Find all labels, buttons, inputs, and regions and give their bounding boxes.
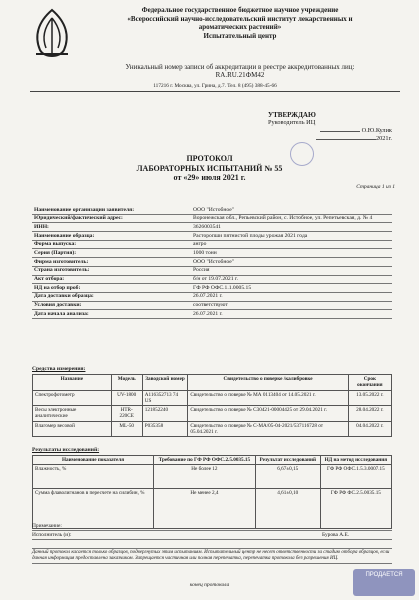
institute-header bbox=[80, 6, 400, 40]
info-key: Дата доставки образца: bbox=[32, 292, 191, 301]
info-value: ГФ РФ ОФС.1.1.0005.15 bbox=[191, 284, 392, 293]
equipment-row bbox=[33, 421, 392, 437]
equipment-header-cell: Свидетельство о поверке /калибровке bbox=[188, 375, 348, 391]
approval-title: УТВЕРЖДАЮ bbox=[268, 111, 316, 119]
info-row bbox=[32, 232, 392, 241]
info-value: 1000 тонн bbox=[191, 249, 392, 258]
equipment-cell: P035358 bbox=[142, 421, 188, 437]
equipment-cell: Свидетельство о поверке № МА 0113404 от 14.05.2021 г. bbox=[188, 390, 348, 406]
header-line-3: ароматических растений» bbox=[198, 23, 282, 31]
header-line-4: Испытательный центр bbox=[203, 31, 277, 40]
equipment-cell: Спектрофотометр bbox=[33, 390, 112, 406]
equipment-header-cell: Название bbox=[33, 375, 112, 391]
disclaimer-text: Данный протокол касается только образцов, подвергнутых этим испытаниям. Испытательный центр не несет ответственности за стадию отбора образцов, если данная информация предоставлена заказчиком. Запрещается частичная или полная перепечатка, перепечатка протокола без разрешения ИЦ. bbox=[32, 548, 392, 564]
info-key: Фирма изготовитель: bbox=[32, 258, 191, 267]
equipment-cell: 121852240 bbox=[142, 406, 188, 422]
header-line-1: Федеральное государственное бюджетное научное учреждение bbox=[141, 6, 339, 14]
info-value: Воронежская обл., Репьевский район, с. Истобное, ул. Репетьевская, д. № 4 bbox=[191, 214, 392, 223]
info-row bbox=[32, 214, 392, 223]
results-header-cell: Требование по ГФ РФ ОФС.2.5.0035.15 bbox=[153, 456, 255, 465]
info-value: ангро bbox=[191, 240, 392, 249]
info-row bbox=[32, 266, 392, 275]
equipment-cell: 04.04.2022 г. bbox=[348, 421, 391, 437]
results-cell: ГФ РФ ОФС.1.5.3.0007.15 bbox=[320, 465, 391, 489]
info-row bbox=[32, 240, 392, 249]
equipment-section-title: Средства измерения: bbox=[32, 366, 86, 372]
page-counter: Страница 1 из 1 bbox=[356, 184, 395, 190]
results-cell: 4,61±0,10 bbox=[255, 489, 320, 529]
end-of-protocol: конец протокола bbox=[189, 582, 230, 588]
equipment-table bbox=[32, 374, 392, 437]
info-key: НД на отбор проб: bbox=[32, 284, 191, 293]
notes-block bbox=[32, 522, 392, 540]
equipment-row bbox=[33, 390, 392, 406]
info-key: Условия доставки: bbox=[32, 301, 191, 310]
info-value: 26.07.2021 г. bbox=[191, 292, 392, 301]
info-row bbox=[32, 249, 392, 258]
info-value: 3626003541 bbox=[191, 223, 392, 232]
info-key: Страна изготовитель: bbox=[32, 266, 191, 275]
equipment-header-cell: Заводской номер bbox=[142, 375, 188, 391]
results-cell: 6,67±0,15 bbox=[255, 465, 320, 489]
results-cell: Сумма флаволигнанов в пересчете на силибин, % bbox=[33, 489, 154, 529]
results-row bbox=[33, 465, 392, 489]
info-row bbox=[32, 258, 392, 267]
accreditation-block bbox=[80, 63, 400, 79]
results-table bbox=[32, 455, 392, 529]
equipment-cell: Свидетельство о поверке № С-МА/05-04-2021/537116728 от 05.04.2021 г. bbox=[188, 421, 348, 437]
equipment-header-cell: Модель bbox=[111, 375, 142, 391]
header-line-2: «Всероссийский научно-исследовательский институт лекарственных и bbox=[127, 14, 353, 23]
approval-position: Руководитель ИЦ bbox=[268, 119, 316, 126]
info-row bbox=[32, 275, 392, 284]
date-line bbox=[316, 139, 376, 140]
watermark-badge: ПРОДАЕТСЯ bbox=[353, 569, 415, 596]
info-key: ИНН: bbox=[32, 223, 191, 232]
info-value: Россия bbox=[191, 266, 392, 275]
executor-name: Бурова А.Е. bbox=[322, 532, 350, 538]
info-value: Расторопши пятнистой плоды урожая 2021 года bbox=[191, 232, 392, 241]
equipment-row bbox=[33, 406, 392, 422]
equipment-cell: UV-1800 bbox=[111, 390, 142, 406]
info-row bbox=[32, 310, 392, 319]
info-key: Серия (Партия): bbox=[32, 249, 191, 258]
institute-address: 117216 г. Москва, ул. Грина, д.7. Тел. 8 (495) 388-45-66 bbox=[30, 83, 400, 92]
info-value: соответствуют bbox=[191, 301, 392, 310]
equipment-cell: 28.04.2022 г. bbox=[348, 406, 391, 422]
protocol-date: от «29» июля 2021 г. bbox=[173, 173, 246, 182]
results-cell: Влажность, % bbox=[33, 465, 154, 489]
signature-line bbox=[320, 131, 360, 132]
info-key: Дата начала анализа: bbox=[32, 310, 191, 319]
protocol-title-block bbox=[0, 154, 419, 183]
equipment-cell: HTR-220CE bbox=[111, 406, 142, 422]
info-value: ООО "Истобное" bbox=[191, 206, 392, 214]
info-value: б/н от 19.07.2021 г. bbox=[191, 275, 392, 284]
accreditation-number: RA.RU.21ФМ42 bbox=[215, 71, 265, 79]
sample-info-table bbox=[32, 206, 392, 319]
protocol-title: ПРОТОКОЛ bbox=[186, 154, 233, 163]
info-row bbox=[32, 206, 392, 214]
results-cell: ГФ РФ ФС.2.5.0035.15 bbox=[320, 489, 391, 529]
results-cell: Не менее 2,4 bbox=[153, 489, 255, 529]
institute-logo-icon bbox=[30, 8, 74, 60]
results-header-cell: Наименование показателя bbox=[33, 456, 154, 465]
info-key: Форма выпуска: bbox=[32, 240, 191, 249]
info-row bbox=[32, 284, 392, 293]
equipment-cell: ML-50 bbox=[111, 421, 142, 437]
equipment-header-cell: Срок окончания bbox=[348, 375, 391, 391]
results-cell: Не более 12 bbox=[153, 465, 255, 489]
approval-date-suffix: 2021г. bbox=[375, 135, 392, 142]
equipment-cell: 13.05.2022 г. bbox=[348, 390, 391, 406]
results-header-cell: НД на метод исследования bbox=[320, 456, 391, 465]
equipment-cell: A116352713 74 US bbox=[142, 390, 188, 406]
info-key: Наименование организации заявителя: bbox=[32, 206, 191, 214]
approval-block bbox=[268, 111, 398, 143]
accreditation-text: Уникальный номер записи об аккредитации в реестре аккредитованных лиц: bbox=[125, 63, 355, 71]
equipment-cell: Свидетельство о поверке № С30421-00004425 от 29.04.2021 г. bbox=[188, 406, 348, 422]
info-key: Наименование образца: bbox=[32, 232, 191, 241]
info-row bbox=[32, 301, 392, 310]
equipment-cell: Влагомер весовой bbox=[33, 421, 112, 437]
approval-name: О.Ю.Кулик bbox=[361, 127, 392, 134]
info-key: Юридический/фактический адрес: bbox=[32, 214, 191, 223]
info-row bbox=[32, 223, 392, 232]
remark-label: Примечание: bbox=[32, 523, 62, 529]
executor-label: Исполнитель (и): bbox=[32, 532, 72, 538]
equipment-cell: Весы электронные аналитические bbox=[33, 406, 112, 422]
results-section-title: Результаты исследований: bbox=[32, 447, 100, 453]
info-value: 26.07.2021 г. bbox=[191, 310, 392, 319]
protocol-subtitle: ЛАБОРАТОРНЫХ ИСПЫТАНИЙ № 55 bbox=[136, 163, 283, 173]
info-row bbox=[32, 292, 392, 301]
info-value: ООО "Истобное" bbox=[191, 258, 392, 267]
info-key: Акт отбора: bbox=[32, 275, 191, 284]
results-header-cell: Результат исследований bbox=[255, 456, 320, 465]
